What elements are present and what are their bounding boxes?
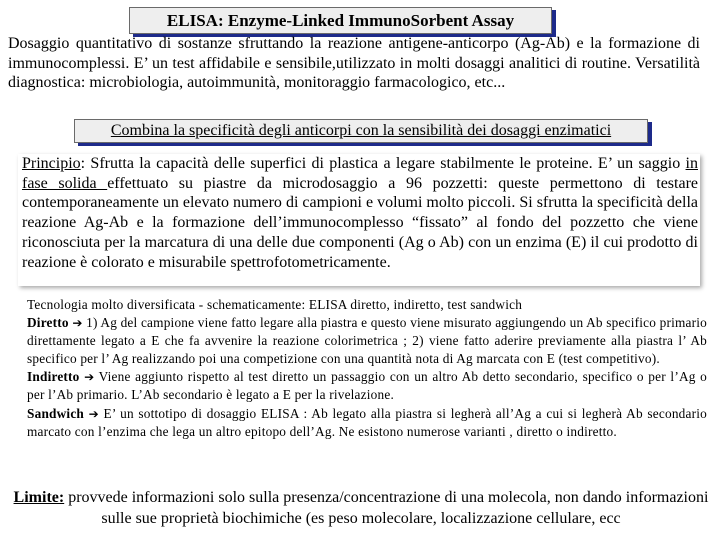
principio-underlined: in fase solida	[22, 155, 698, 192]
diretto-paragraph	[27, 314, 707, 368]
principio-paragraph	[18, 154, 700, 272]
principio-box	[18, 154, 700, 286]
limite-label: Limite:	[13, 489, 65, 506]
arrow-right-icon: ➔	[88, 406, 99, 421]
indiretto-paragraph	[27, 368, 707, 404]
intro-paragraph: Dosaggio quantitativo di sostanze sfruttando la reazione antigene-anticorpo (Ag-Ab) e la formazione di immunocomplessi. E’ un test affidabile e sensibile,utilizzato in molti dosaggi analitici di routine. Versatilità diagnostica: microbiologia, autoimmunità, monitoraggio farmacologico, etc...	[8, 35, 700, 91]
limite-paragraph	[6, 487, 716, 529]
page-title-text: ELISA: Enzyme-Linked ImmunoSorbent Assay	[166, 11, 515, 30]
arrow-right-icon: ➔	[72, 316, 83, 331]
limite-text: provvede informazioni solo sulla presenza/concentrazione di una molecola, non dando informazioni sulle sue proprietà biochimiche (es peso molecolare, localizzazione cellulare, ecc	[64, 489, 709, 527]
technology-section	[27, 296, 707, 441]
highlight-text: Combina la specificità degli anticorpi con la sensibilità dei dosaggi enzimatici	[110, 122, 612, 139]
arrow-right-icon: ➔	[84, 370, 95, 385]
indiretto-label: Indiretto	[27, 369, 80, 385]
principio-text-a: : Sfrutta la capacità delle superfici di plastica a legare stabilmente le proteine. E’ un saggio	[80, 155, 686, 172]
diretto-label: Diretto	[27, 315, 69, 331]
technology-heading: Tecnologia molto diversificata - schematicamente: ELISA diretto, indiretto, test sandwich	[27, 297, 523, 312]
diretto-text: 1) Ag del campione viene fatto legare alla piastra e questo viene misurato aggiungendo un Ab specifico primario direttamente legato a E che fa avvenire la reazione colorimetrica ; 2) viene fatto aderire previamente alla piastra l’ Ab specifico per l’ Ag realizzando poi una competizione con una quantità nota di Ag marcata con E (test competitivo).	[27, 315, 707, 367]
sandwich-paragraph	[27, 405, 707, 441]
principio-text-b: effettuato su piastre da microdosaggio a 96 pozzetti: queste permettono di testare contemporaneamente un elevato numero di campioni e volumi molto piccoli. Si sfrutta la specificità della reazione Ag-Ab e la formazione dell’immunocomplesso “fissato” al fondo del pozzetto che viene riconosciuta per la marcatura di una delle due componenti (Ag o Ab) con un enzima (E) il cui prodotto di reazione è colorato e misurabile spettrofotometricamente.	[22, 174, 699, 271]
sandwich-label: Sandwich	[27, 405, 85, 421]
highlight-box	[74, 119, 648, 143]
page-title	[129, 7, 552, 34]
principio-label: Principio	[22, 155, 81, 172]
indiretto-text: Viene aggiunto rispetto al test diretto un passaggio con un altro Ab detto secondario, specifico o per l’Ag o per l’Ab primario. L’Ab secondario è legato a E per la rivelazione.	[27, 369, 707, 403]
sandwich-text: E’ un sottotipo di dosaggio ELISA : Ab legato alla piastra si legherà all’Ag a cui si legherà Ab secondario marcato con l’enzima che lega un altro epitopo dell’Ag. Ne esistono numerose varianti , diretto o indiretto.	[27, 405, 707, 439]
